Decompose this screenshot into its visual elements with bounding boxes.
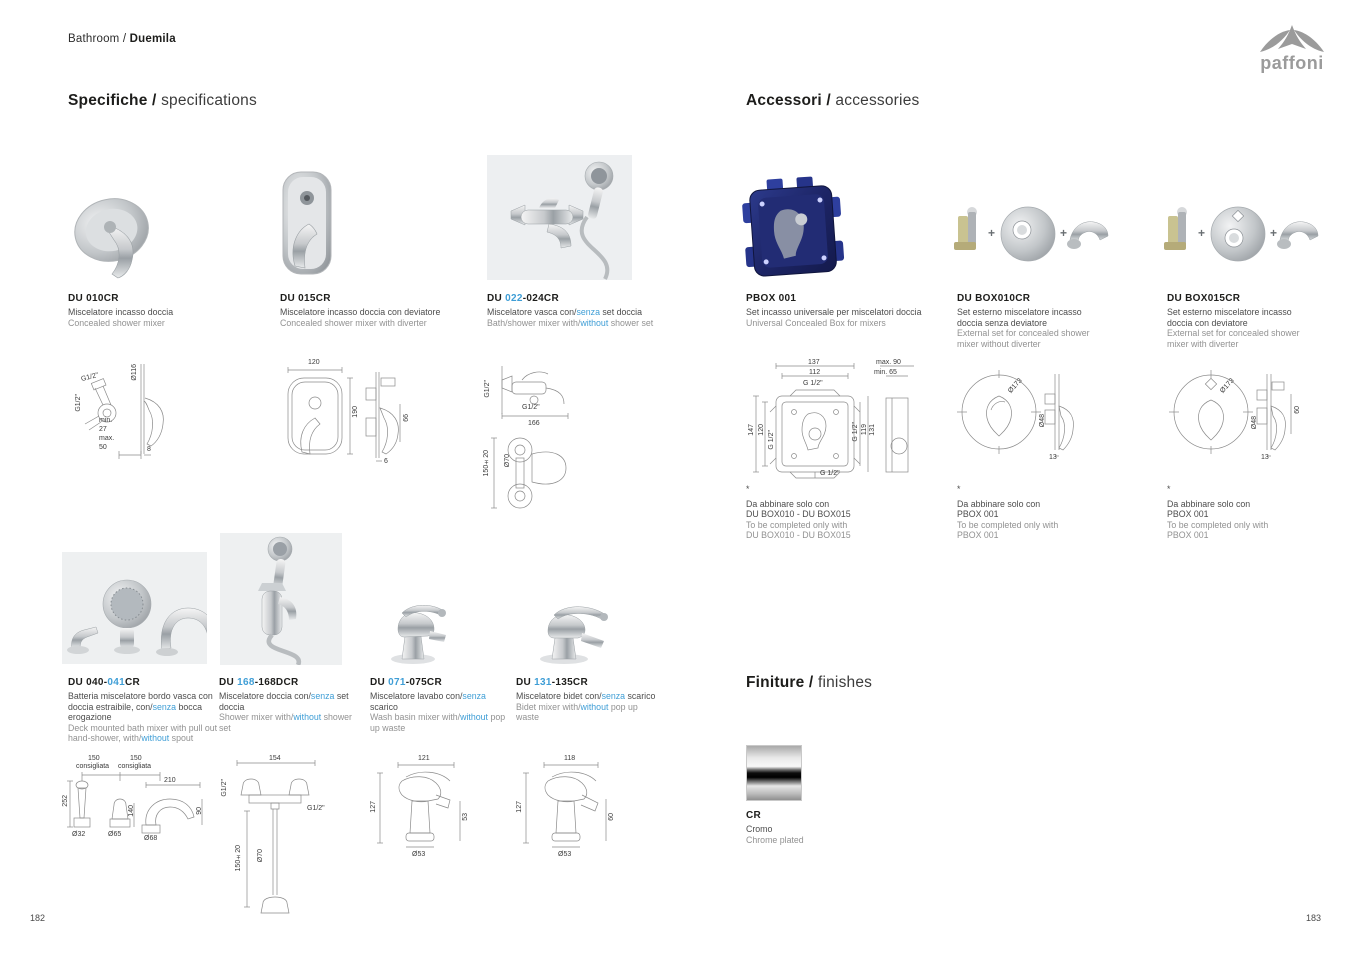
breadcrumb	[68, 33, 176, 45]
dim-label: 120	[758, 424, 765, 436]
dim-label: Ø173	[1219, 377, 1236, 395]
dim-label: 150	[88, 755, 100, 762]
dim-label: 112	[809, 369, 821, 376]
dim-label: G1/2"	[221, 779, 228, 797]
dim-label: 119	[861, 424, 868, 436]
note-box015	[1167, 484, 1307, 541]
product-photo-du010	[70, 192, 165, 287]
note-line-it: Da abbinare solo con	[746, 498, 830, 509]
dim-label: G 1/2"	[768, 430, 775, 450]
tech-drawing-du168	[219, 755, 331, 923]
dim-label: Ø32	[72, 831, 86, 838]
product-desc-it: Batteria miscelatore bordo vasca con doccia estraibile, con/senza bocca erogazione	[68, 691, 213, 723]
note-box010	[957, 484, 1097, 541]
note-asterisk: *	[957, 484, 961, 494]
product-code: DU 071-075CR	[370, 677, 442, 688]
product-desc-en: Bath/shower mixer with/without shower set	[487, 317, 654, 328]
dim-label: G 1/2"	[803, 380, 823, 387]
finish-card-cr	[746, 810, 876, 845]
dim-label: 6	[384, 458, 388, 465]
note-line-en: PBOX 001	[957, 530, 999, 541]
product-code: DU 022-024CR	[487, 293, 559, 304]
note-line-en: DU BOX010 - DU BOX015	[746, 530, 851, 541]
note-line-it: Da abbinare solo con	[1167, 498, 1251, 509]
product-photo-du168	[220, 533, 342, 670]
product-card-box015	[1167, 293, 1307, 349]
product-photo-pbox001	[740, 170, 845, 297]
product-photo-du040	[62, 552, 207, 669]
note-line-it: PBOX 001	[1167, 509, 1209, 520]
tech-drawing-du022	[482, 358, 590, 510]
plus-icon: +	[1060, 226, 1068, 240]
product-photo-box015	[1162, 200, 1320, 270]
dim-label: 150	[130, 755, 142, 762]
dim-label: G1/2"	[75, 394, 82, 412]
finish-name-it: Cromo	[746, 824, 773, 834]
plus-icon: +	[1270, 226, 1278, 240]
note-asterisk: *	[746, 484, 750, 494]
breadcrumb-section: Bathroom /	[68, 33, 130, 45]
dim-label: G1/2"	[307, 805, 325, 812]
product-code: DU BOX010CR	[957, 293, 1031, 304]
heading-light: specifications	[161, 92, 257, 109]
product-desc-en: Concealed shower mixer with diverter	[280, 317, 427, 328]
note-line-en: To be completed only with	[746, 519, 848, 530]
heading-bold: Finiture /	[746, 674, 818, 691]
plus-icon: +	[988, 226, 996, 240]
dim-label: Ø68	[144, 835, 158, 842]
heading-light: accessories	[835, 92, 920, 109]
dim-label: 166	[528, 420, 540, 427]
page-number-left: 182	[30, 913, 46, 923]
dim-label: Ø70	[504, 454, 511, 468]
product-desc-it: Miscelatore incasso doccia con deviatore	[280, 307, 441, 317]
dim-label: 90	[196, 807, 203, 815]
tech-drawing-du071	[368, 755, 475, 863]
product-desc-it: Miscelatore lavabo con/senza scarico	[370, 691, 486, 712]
finish-swatch-chrome	[746, 745, 802, 801]
dim-label: 140	[128, 805, 135, 817]
product-photo-du022	[487, 155, 632, 285]
page-number-right: 183	[1306, 913, 1322, 923]
note-line-it: PBOX 001	[957, 509, 999, 520]
dim-label: 150±20	[235, 845, 242, 872]
dim-label: G1/2"	[80, 371, 100, 384]
dim-label: 150±20	[483, 450, 490, 477]
dim-label: 131	[869, 424, 876, 436]
product-code: PBOX 001	[746, 293, 797, 304]
dim-label: Ø173	[1007, 377, 1024, 395]
product-card-du131	[516, 677, 656, 723]
product-code: DU 040-041CR	[68, 677, 140, 688]
tech-drawing-du131	[514, 755, 621, 863]
dim-label: 120	[308, 359, 320, 366]
dim-label: G1/2"	[484, 380, 491, 398]
dim-label: Ø53	[412, 851, 426, 858]
paffoni-logo-icon	[1256, 24, 1328, 74]
product-code: DU 015CR	[280, 293, 331, 304]
note-line-it: Da abbinare solo con	[957, 498, 1041, 509]
product-code: DU 131-135CR	[516, 677, 588, 688]
dim-label: 60	[1294, 406, 1301, 414]
dim-label: Ø48	[1039, 414, 1046, 428]
dim-label: 190	[352, 406, 359, 418]
dim-label: 137	[808, 359, 820, 366]
product-card-du071	[370, 677, 510, 733]
paffoni-logo	[1256, 24, 1328, 74]
heading-light: finishes	[817, 674, 873, 691]
tech-drawing-du040	[62, 755, 209, 847]
plus-icon: +	[1198, 226, 1206, 240]
note-line-it: DU BOX010 - DU BOX015	[746, 509, 851, 520]
heading-bold: Specifiche /	[68, 92, 162, 109]
dim-label: 8	[147, 446, 151, 453]
tech-drawing-du010	[75, 358, 190, 463]
dim-label: consigliata	[118, 763, 152, 770]
product-card-du010	[68, 293, 263, 328]
product-desc-it: Set incasso universale per miscelatori doccia	[746, 307, 922, 317]
breadcrumb-collection: Duemila	[129, 33, 176, 45]
product-desc-en: Wash basin mixer with/without pop up waste	[370, 712, 506, 733]
product-desc-en: Universal Concealed Box for mixers	[746, 317, 886, 328]
section-title-finishes	[746, 674, 872, 692]
product-card-du168	[219, 677, 361, 733]
tech-drawing-du015	[278, 358, 413, 466]
dim-label: consigliata	[76, 763, 110, 770]
product-desc-it: Miscelatore bidet con/senza scarico	[516, 691, 656, 701]
dim-label: 154	[269, 755, 281, 762]
product-photo-du131	[514, 585, 632, 670]
tech-drawing-box015	[1165, 362, 1307, 460]
heading-bold: Accessori /	[746, 92, 836, 109]
product-desc-en: External set for concealed shower mixer without diverter	[957, 328, 1090, 349]
product-desc-en: Shower mixer with/without shower set	[219, 712, 352, 733]
product-card-du022	[487, 293, 672, 328]
dim-label: Ø70	[257, 849, 264, 863]
dim-label: Ø65	[108, 831, 122, 838]
product-desc-en: Bidet mixer with/without pop up waste	[516, 701, 638, 723]
dim-label: 210	[164, 777, 176, 784]
section-title-specifications	[68, 92, 257, 110]
dim-label: 53	[462, 813, 469, 821]
product-card-du040	[68, 677, 220, 744]
note-asterisk: *	[1167, 484, 1171, 494]
dim-label: G 1/2"	[820, 470, 840, 477]
product-desc-it: Miscelatore doccia con/senza set doccia	[219, 691, 349, 712]
product-card-box010	[957, 293, 1092, 349]
dim-label: 60	[608, 813, 615, 821]
dim-label: 13	[1261, 454, 1269, 461]
product-photo-du071	[368, 585, 463, 670]
note-line-en: To be completed only with	[957, 519, 1059, 530]
dim-label: 147	[748, 424, 755, 436]
product-code: DU BOX015CR	[1167, 293, 1241, 304]
note-line-en: To be completed only with	[1167, 519, 1269, 530]
dim-label: 127	[370, 801, 377, 813]
dim-label: min. 65	[874, 369, 897, 376]
product-desc-it: Miscelatore incasso doccia	[68, 307, 174, 317]
dim-label: 121	[418, 755, 430, 762]
dim-label: 66	[403, 414, 410, 422]
product-desc-it: Miscelatore vasca con/senza set doccia	[487, 307, 643, 317]
dim-label: G1/2"	[522, 404, 540, 411]
dim-minmax: min. 27 max. 50	[99, 417, 115, 451]
finish-code: CR	[746, 810, 762, 821]
dim-label: G 1/2"	[852, 422, 859, 442]
product-photo-box010	[952, 200, 1110, 270]
tech-drawing-pbox001	[748, 358, 916, 480]
dim-label: Ø116	[131, 364, 138, 381]
product-photo-du015	[277, 168, 337, 283]
logo-wordmark: paffoni	[1260, 53, 1324, 73]
product-card-pbox001	[746, 293, 941, 328]
finish-name-en: Chrome plated	[746, 834, 804, 845]
section-title-accessories	[746, 92, 919, 110]
tech-drawing-box010	[955, 362, 1087, 460]
note-line-en: PBOX 001	[1167, 530, 1209, 541]
product-code: DU 168-168DCR	[219, 677, 299, 688]
product-desc-it: Set esterno miscelatore incasso doccia senza deviatore	[957, 307, 1082, 328]
dim-label: 13	[1049, 454, 1057, 461]
dim-label: 252	[62, 795, 69, 807]
dim-label: 118	[564, 755, 576, 762]
product-desc-en: External set for concealed shower mixer with diverter	[1167, 328, 1300, 349]
dim-label: Ø53	[558, 851, 572, 858]
dim-label: Ø48	[1251, 416, 1258, 430]
dim-label: max. 90	[876, 359, 901, 366]
product-desc-en: Concealed shower mixer	[68, 317, 165, 328]
product-code: DU 010CR	[68, 293, 119, 304]
product-desc-it: Set esterno miscelatore incasso doccia con deviatore	[1167, 307, 1292, 328]
product-card-du015	[280, 293, 485, 328]
product-desc-en: Deck mounted bath mixer with pull out hand-shower, with/without spout	[68, 722, 218, 744]
note-pbox001	[746, 484, 901, 541]
dim-label: 127	[516, 801, 523, 813]
